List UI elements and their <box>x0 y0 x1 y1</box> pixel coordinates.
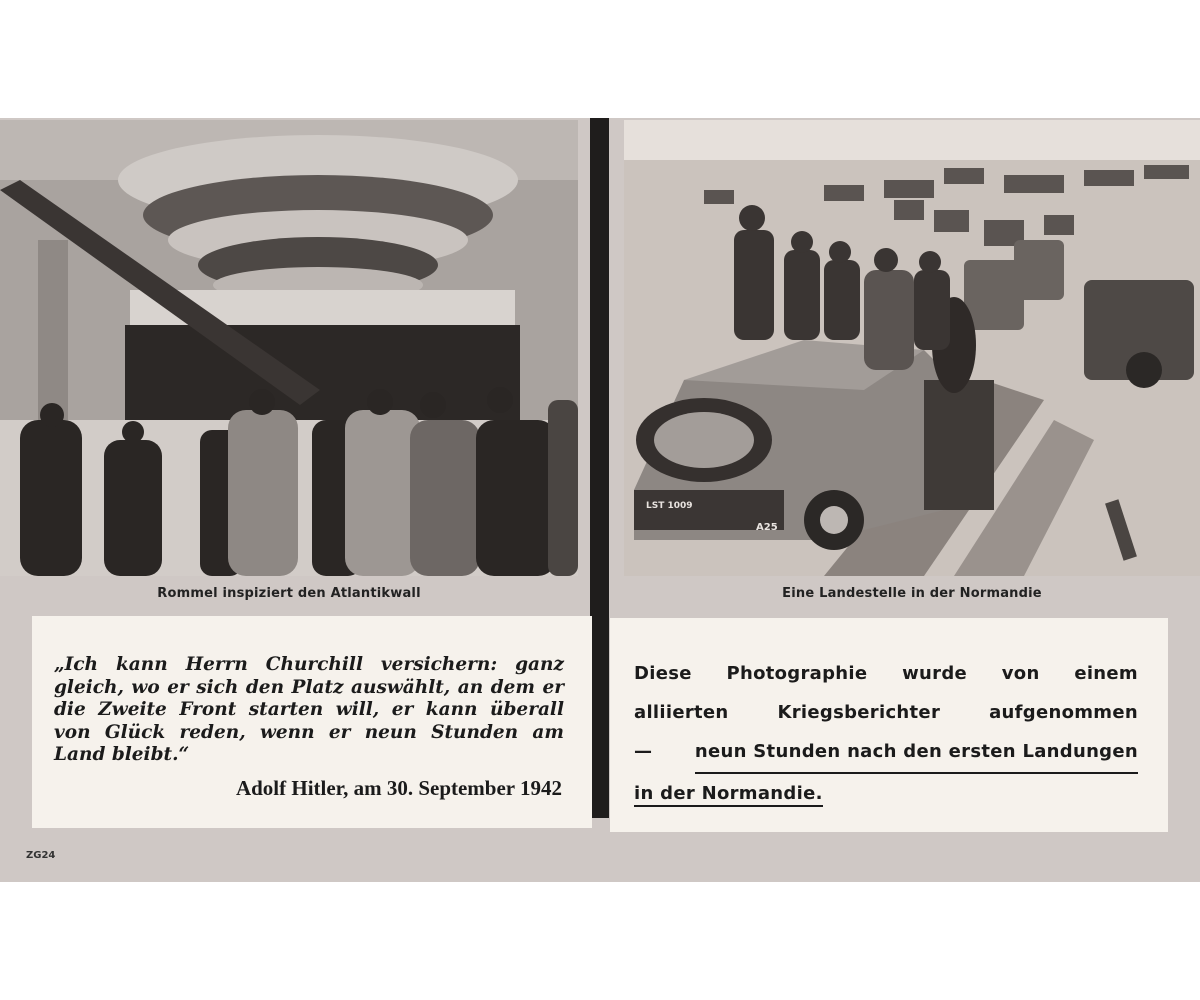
statement-word: wurde <box>902 663 968 684</box>
statement-line-3 <box>634 732 1138 774</box>
statement-word: aufgenommen <box>989 702 1138 723</box>
hitler-quote: „Ich kann Herrn Churchill versichern: ganz gleich, wo er sich den Platz auswählt, an dem er die Zweite Front starten will, er kann überall von Glück reden, wenn er neun Stunden am Land bleibt.“ <box>54 654 564 765</box>
leaflet <box>0 118 1200 882</box>
statement-line-2 <box>634 693 1138 732</box>
caption-right-photo: Eine Landestelle in der Normandie <box>782 586 1042 601</box>
statement-dash: — <box>634 741 653 762</box>
statement-word: von <box>1001 663 1040 684</box>
statement-word: Photographie <box>726 663 868 684</box>
caption-left-photo: Rommel inspiziert den Atlantikwall <box>157 586 421 601</box>
statement-underlined-text: neun Stunden nach den ersten Landungen <box>695 732 1138 774</box>
statement-word: einem <box>1074 663 1138 684</box>
vehicle-marking-a25: A25 <box>756 522 778 533</box>
vehicle-marking-lst: LST 1009 <box>646 501 693 511</box>
statement-line-1 <box>634 654 1138 693</box>
center-divider <box>590 118 609 818</box>
photo-statement <box>634 654 1138 813</box>
photo-normandy-landing <box>624 120 1200 576</box>
leaflet-code: ZG24 <box>26 850 56 861</box>
quote-box <box>32 616 592 828</box>
quote-attribution: Adolf Hitler, am 30. September 1942 <box>235 776 562 800</box>
statement-word: Kriegsberichter <box>777 702 941 723</box>
photo-atlantic-wall-inspection <box>0 120 578 576</box>
statement-word: Diese <box>634 663 692 684</box>
photo-bunker-officers <box>0 120 578 576</box>
statement-line-4 <box>634 774 1138 813</box>
statement-word: alliierten <box>634 702 729 723</box>
photo-halftrack-beach <box>624 120 1200 576</box>
statement-underlined-text: in der Normandie. <box>634 783 823 807</box>
statement-box <box>610 618 1168 832</box>
